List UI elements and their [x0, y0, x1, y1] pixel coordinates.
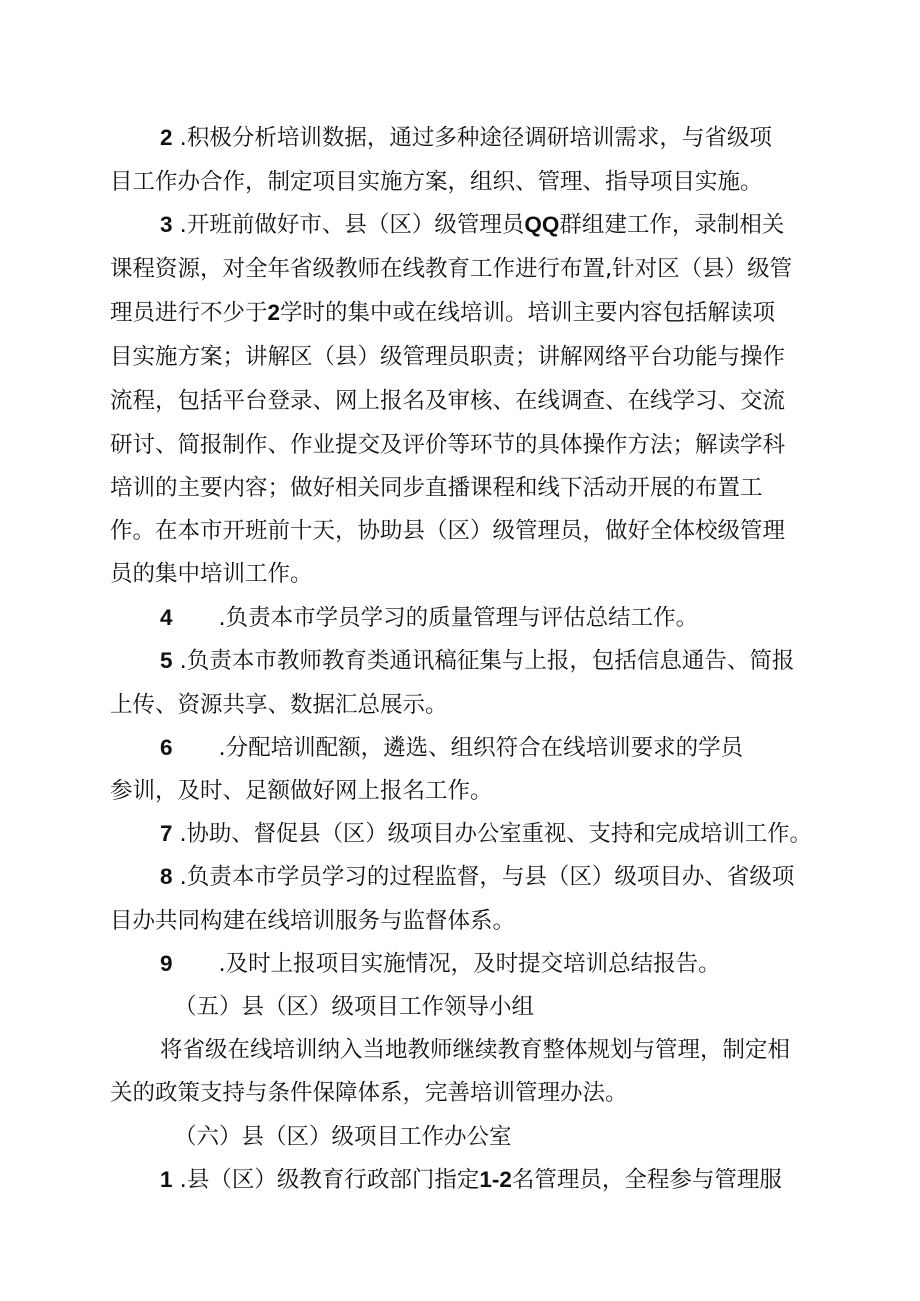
section-5-heading: （五）县（区）级项目工作领导小组 — [174, 994, 535, 1020]
item-9-line — [160, 953, 721, 976]
section-6-heading: （六）县（区）级项目工作办公室 — [174, 1124, 512, 1150]
item-3-line-7: 培训的主要内容；做好相关同步直播课程和线下活动开展的布置工 — [110, 475, 763, 501]
item-3-line-5: 流程，包括平台登录、网上报名及审核、在线调查、在线学习、交流 — [110, 388, 786, 414]
item-3-line-4: 目实施方案；讲解区（县）级管理员职责；讲解网络平台功能与操作 — [110, 344, 786, 370]
item-6-line-1 — [160, 737, 743, 760]
item-2-number: 2 — [160, 125, 173, 150]
item-6-line-2: 参训，及时、足额做好网上报名工作。 — [110, 778, 493, 804]
item-7-line — [160, 823, 812, 846]
item-4-number: 4 — [160, 605, 173, 630]
item-3-line-3 — [110, 302, 775, 325]
item-3-number: 3 — [160, 212, 173, 237]
item-3-line-8: 作。在本市开班前十天，协助县（区）级管理员，做好全体校级管理 — [110, 518, 786, 544]
item-7-text: .协助、督促县（区）级项目办公室重视、支持和完成培训工作。 — [172, 821, 812, 847]
item-5-line-1 — [160, 650, 794, 673]
item-8-line-2: 目办共同构建在线培训服务与监督体系。 — [110, 908, 516, 934]
item-2-line-1 — [160, 127, 772, 150]
item-8-line-1 — [160, 866, 794, 889]
item-9-number: 9 — [160, 951, 173, 976]
section-5-line-2: 关的政策支持与条件保障体系，完善培训管理办法。 — [110, 1080, 628, 1106]
item-8-text: .负责本市学员学习的过程监督，与县（区）级项目办、省级项 — [172, 864, 795, 890]
item-3-line-2: 课程资源，对全年省级教师在线教育工作进行布置,针对区（县）级管 — [110, 256, 793, 282]
item-6-text: .分配培训配额，遴选、组织符合在线培训要求的学员 — [218, 735, 744, 761]
section-6-item-1-number: 1 — [160, 1167, 173, 1192]
item-3-line-3-a: 理员进行不少于 — [110, 300, 268, 326]
item-5-text: .负责本市教师教育类通讯稿征集与上报，包括信息通告、简报 — [172, 648, 795, 674]
item-5-number: 5 — [160, 648, 173, 673]
item-3-text-a: .开班前做好市、县（区）级管理员 — [172, 212, 525, 238]
item-2-line-2: 目工作办合作，制定项目实施方案，组织、管理、指导项目实施。 — [110, 169, 763, 195]
qq-label: QQ — [524, 212, 560, 237]
admin-count-range: 1-2 — [479, 1167, 512, 1192]
section-5-line-1: 将省级在线培训纳入当地教师继续教育整体规划与管理，制定相 — [160, 1037, 791, 1063]
section-6-item-1 — [160, 1169, 782, 1192]
item-3-line-6: 研讨、简报制作、作业提交及评价等环节的具体操作方法；解读学科 — [110, 432, 786, 458]
item-3-line-9: 员的集中培训工作。 — [110, 561, 313, 587]
item-8-number: 8 — [160, 864, 173, 889]
item-4-line — [160, 607, 698, 630]
item-2-text: .积极分析培训数据，通过多种途径调研培训需求，与省级项 — [172, 125, 772, 151]
item-6-number: 6 — [160, 735, 173, 760]
item-5-line-2: 上传、资源共享、数据汇总展示。 — [110, 692, 448, 718]
section-6-item-1-text-a: .县（区）级教育行政部门指定 — [172, 1167, 480, 1193]
section-6-item-1-text-b: 名管理员，全程参与管理服 — [511, 1167, 782, 1193]
item-9-text: .及时上报项目实施情况，及时提交培训总结报告。 — [218, 951, 721, 977]
item-4-text: .负责本市学员学习的质量管理与评估总结工作。 — [218, 605, 699, 631]
item-3-line-1 — [160, 214, 784, 237]
item-3-text-b: 群组建工作，录制相关 — [559, 212, 785, 238]
hours-value: 2 — [267, 300, 281, 325]
item-3-line-3-b: 学时的集中或在线培训。培训主要内容包括解读项 — [280, 300, 776, 326]
item-7-number: 7 — [160, 821, 173, 846]
